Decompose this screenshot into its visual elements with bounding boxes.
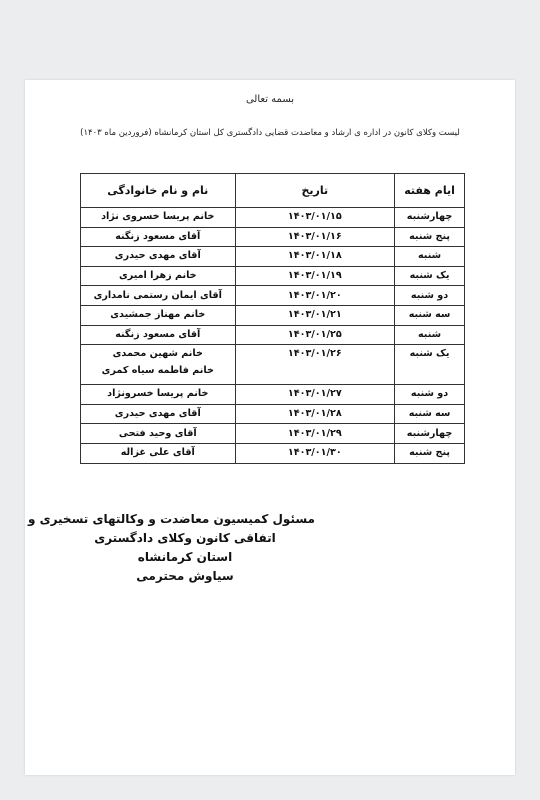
- cell-date: ۱۴۰۳/۰۱/۲۷: [235, 385, 395, 405]
- schedule-table: [80, 173, 465, 464]
- cell-date: ۱۴۰۳/۰۱/۲۱: [235, 305, 395, 325]
- table-row: [81, 443, 465, 463]
- cell-day: دو شنبه: [395, 385, 465, 405]
- table-row: [81, 424, 465, 444]
- signature-line-organization: اتفاقی کانون وکلای دادگستری: [94, 531, 276, 545]
- table-row: [81, 266, 465, 286]
- cell-name: آقای وحید فتحی: [81, 424, 236, 444]
- cell-name: خانم پریسا خسرونژاد: [81, 385, 236, 405]
- cell-date: ۱۴۰۳/۰۱/۲۹: [235, 424, 395, 444]
- table-row: [81, 385, 465, 405]
- cell-name: آقای مهدی حیدری: [81, 247, 236, 267]
- cell-date: ۱۴۰۳/۰۱/۳۰: [235, 443, 395, 463]
- cell-day: دو شنبه: [395, 286, 465, 306]
- cell-name-pair: [81, 345, 236, 385]
- cell-date: ۱۴۰۳/۰۱/۱۹: [235, 266, 395, 286]
- cell-name: آقای علی غزاله: [81, 443, 236, 463]
- signature-line-province: استان کرمانشاه: [137, 550, 233, 564]
- cell-day: چهارشنبه: [395, 424, 465, 444]
- cell-day: یک شنبه: [395, 345, 465, 385]
- column-header-name: نام و نام خانوادگی: [81, 174, 236, 208]
- cell-day: سه شنبه: [395, 404, 465, 424]
- table-row: [81, 247, 465, 267]
- signature-line-title: مسئول کمیسیون معاضدت و وکالتهای تسخیری و: [27, 512, 315, 526]
- cell-name: خانم پریسا خسروی نژاد: [81, 208, 236, 228]
- cell-day: شنبه: [395, 247, 465, 267]
- signature-line-signer: سیاوش محترمی: [136, 569, 234, 583]
- cell-day: سه شنبه: [395, 305, 465, 325]
- table-row: [81, 305, 465, 325]
- document-subject: لیست وکلای کانون در اداره ی ارشاد و معاضدت قضایی دادگستری کل استان کرمانشاه (فروردین ماه ۱۴۰۳): [80, 128, 460, 138]
- table-row: [81, 208, 465, 228]
- cell-day: یک شنبه: [395, 266, 465, 286]
- bismillah-heading: بسمه تعالی: [245, 94, 295, 105]
- cell-date: ۱۴۰۳/۰۱/۲۶: [235, 345, 395, 385]
- cell-name: آقای مسعود زنگنه: [81, 325, 236, 345]
- table-row: [81, 345, 465, 385]
- cell-name: خانم مهناز جمشیدی: [81, 305, 236, 325]
- column-header-date: تاریخ: [235, 174, 395, 208]
- table-row: [81, 325, 465, 345]
- cell-name: آقای مسعود زنگنه: [81, 227, 236, 247]
- cell-name-second: خانم فاطمه سیاه کمری: [101, 365, 214, 377]
- table-header-row: [81, 174, 465, 208]
- cell-date: ۱۴۰۳/۰۱/۲۸: [235, 404, 395, 424]
- document-page: [25, 80, 515, 775]
- cell-name: خانم زهرا امیری: [81, 266, 236, 286]
- signature-block: [27, 510, 315, 586]
- cell-date: ۱۴۰۳/۰۱/۱۶: [235, 227, 395, 247]
- cell-date: ۱۴۰۳/۰۱/۲۵: [235, 325, 395, 345]
- table-row: [81, 404, 465, 424]
- cell-day: شنبه: [395, 325, 465, 345]
- cell-day: پنج شنبه: [395, 443, 465, 463]
- table-row: [81, 227, 465, 247]
- cell-date: ۱۴۰۳/۰۱/۲۰: [235, 286, 395, 306]
- cell-name: آقای مهدی حیدری: [81, 404, 236, 424]
- column-header-day: ایام هفته: [395, 174, 465, 208]
- cell-name: آقای ایمان رستمی نامداری: [81, 286, 236, 306]
- cell-day: چهارشنبه: [395, 208, 465, 228]
- cell-day: پنج شنبه: [395, 227, 465, 247]
- table-row: [81, 286, 465, 306]
- cell-date: ۱۴۰۳/۰۱/۱۵: [235, 208, 395, 228]
- cell-date: ۱۴۰۳/۰۱/۱۸: [235, 247, 395, 267]
- cell-name: خانم شهین محمدی: [112, 348, 203, 360]
